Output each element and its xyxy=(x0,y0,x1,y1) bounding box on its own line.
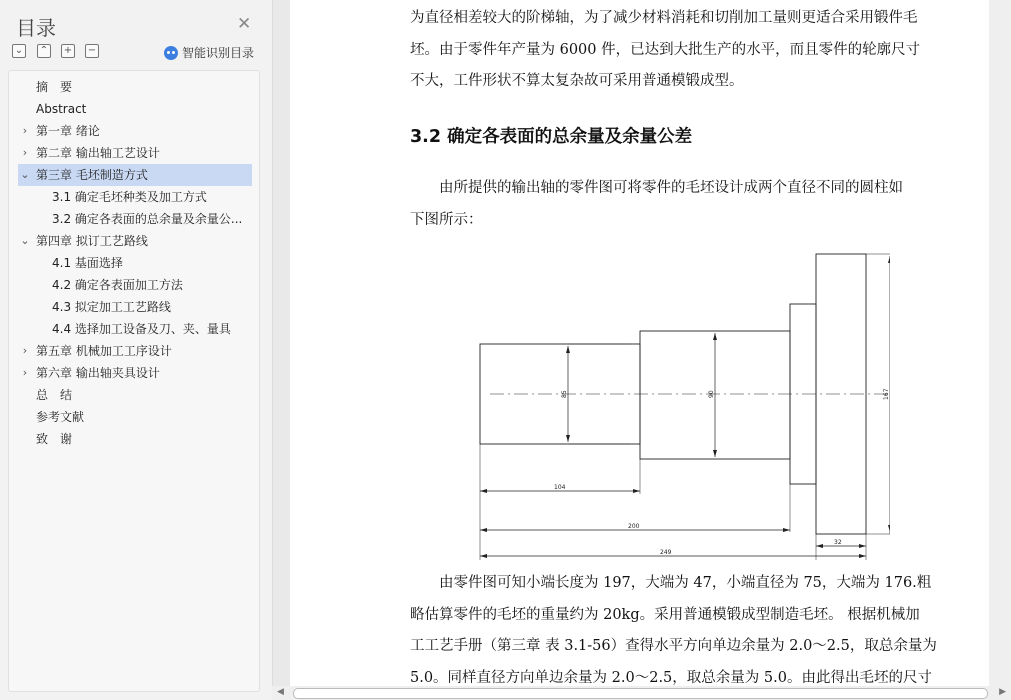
text-line: 工工艺手册（第三章 表 3.1-56）查得水平方向单边余量为 2.0～2.5，取总余量为 xyxy=(410,638,937,654)
add-icon[interactable]: + xyxy=(61,44,75,58)
chevron-right-icon[interactable]: › xyxy=(22,146,28,159)
toc-item-abstract-en[interactable] xyxy=(18,98,252,120)
collapse-all-icon[interactable]: ⌄ xyxy=(12,44,26,58)
blank-drawing xyxy=(470,248,890,564)
toc-item-label: 3.2 确定各表面的总余量及余量公... xyxy=(52,212,243,226)
paragraph-forging-intro xyxy=(410,3,965,98)
toc-item-label: 3.1 确定毛坯种类及加工方式 xyxy=(52,190,207,204)
smart-toc-label: 智能识别目录 xyxy=(182,46,255,60)
text-line: 由所提供的输出轴的零件图可将零件的毛坯设计成两个直径不同的圆柱如 xyxy=(410,180,903,196)
toc-item-label: 第四章 拟订工艺路线 xyxy=(36,234,148,248)
toc-item-label: Abstract xyxy=(36,102,87,116)
chevron-down-icon[interactable]: ⌄ xyxy=(20,168,30,181)
toc-item-chapter-6[interactable] xyxy=(18,362,252,384)
toc-item-chapter-4[interactable] xyxy=(18,230,252,252)
toc-item-label: 4.3 拟定加工工艺路线 xyxy=(52,300,171,314)
toc-item-label: 第五章 机械加工工序设计 xyxy=(36,344,172,358)
toc-item-chapter-3[interactable] xyxy=(18,164,252,186)
dim-label-200: 200 xyxy=(628,523,640,530)
section-heading: 3.2 确定各表面的总余量及余量公差 xyxy=(410,127,693,147)
toc-panel xyxy=(0,0,273,700)
dim-label-249: 249 xyxy=(660,549,672,556)
toc-title: 目录 xyxy=(16,16,56,40)
smart-toc-button[interactable] xyxy=(164,44,254,61)
toc-item-label: 第六章 输出轴夹具设计 xyxy=(36,366,160,380)
toc-item-label: 第二章 输出轴工艺设计 xyxy=(36,146,160,160)
toc-item-label: 4.4 选择加工设备及刀、夹、量具 xyxy=(52,322,231,336)
chevron-right-icon[interactable]: › xyxy=(22,124,28,137)
scroll-right-icon[interactable]: ▶ xyxy=(999,687,1006,697)
dim-label-90: 90 xyxy=(708,390,715,398)
text-line: 下图所示： xyxy=(410,211,483,228)
scrollbar-thumb[interactable] xyxy=(293,688,988,699)
remove-icon[interactable]: − xyxy=(85,44,99,58)
document-page xyxy=(290,0,989,686)
expand-up-icon[interactable]: ⌃ xyxy=(37,44,51,58)
text-line: 由零件图可知小端长度为 197，大端为 47，小端直径为 75，大端为 176.粗 xyxy=(410,575,932,591)
dim-label-167: 167 xyxy=(883,388,890,400)
toc-item-summary[interactable] xyxy=(18,384,252,406)
toc-item-label: 参考文献 xyxy=(36,410,85,424)
toc-item-label: 摘 要 xyxy=(36,80,73,94)
toc-item-chapter-5[interactable] xyxy=(18,340,252,362)
toc-list xyxy=(8,70,260,692)
text-line: 不大，工件形状不算太复杂故可采用普通模锻成型。 xyxy=(410,73,744,89)
toc-item-references[interactable] xyxy=(18,406,252,428)
dim-label-32: 32 xyxy=(834,539,842,546)
paragraph-blank-allowance xyxy=(410,568,965,686)
toc-item-label: 第三章 毛坯制造方式 xyxy=(36,168,148,182)
dim-label-104: 104 xyxy=(554,484,566,491)
toc-item-4-2[interactable] xyxy=(18,274,252,296)
scroll-left-icon[interactable]: ◀ xyxy=(277,687,284,697)
toc-item-4-4[interactable] xyxy=(18,318,252,340)
text-line: 略估算零件的毛坯的重量约为 20kg。采用普通模锻成型制造毛坯。 根据机械加 xyxy=(410,606,920,623)
horizontal-scrollbar[interactable] xyxy=(272,686,1011,700)
toc-item-label: 4.2 确定各表面加工方法 xyxy=(52,278,183,292)
toc-item-label: 4.1 基面选择 xyxy=(52,256,123,270)
chevron-right-icon[interactable]: › xyxy=(22,344,28,357)
toc-item-acknowledgements[interactable] xyxy=(18,428,252,450)
text-line: 为直径相差较大的阶梯轴，为了减少材料消耗和切削加工量则更适合采用锻件毛 xyxy=(410,10,918,26)
paragraph-blank-design xyxy=(410,173,965,236)
toc-item-3-1[interactable] xyxy=(18,186,252,208)
toc-item-label: 致 谢 xyxy=(36,432,73,446)
toc-item-label: 总 结 xyxy=(36,388,73,402)
toc-item-chapter-1[interactable] xyxy=(18,120,252,142)
dim-label-85: 85 xyxy=(561,390,568,398)
toc-item-4-3[interactable] xyxy=(18,296,252,318)
text-line: 坯。由于零件年产量为 6000 件，已达到大批生产的水平，而且零件的轮廓尺寸 xyxy=(410,41,921,58)
toc-item-3-2[interactable] xyxy=(18,208,252,230)
chevron-down-icon[interactable]: ⌄ xyxy=(20,234,30,247)
vertical-scrollbar[interactable] xyxy=(989,0,1011,686)
chevron-right-icon[interactable]: › xyxy=(22,366,28,379)
robot-icon xyxy=(164,46,178,60)
toc-item-label: 第一章 绪论 xyxy=(36,124,100,138)
text-line: 5.0。同样直径方向单边余量为 2.0～2.5，取总余量为 5.0。由此得出毛坯的尺寸 xyxy=(410,669,932,686)
toc-item-chapter-2[interactable] xyxy=(18,142,252,164)
toc-item-4-1[interactable] xyxy=(18,252,252,274)
close-icon[interactable]: ✕ xyxy=(237,14,252,34)
toc-item-abstract-cn[interactable] xyxy=(18,76,252,98)
